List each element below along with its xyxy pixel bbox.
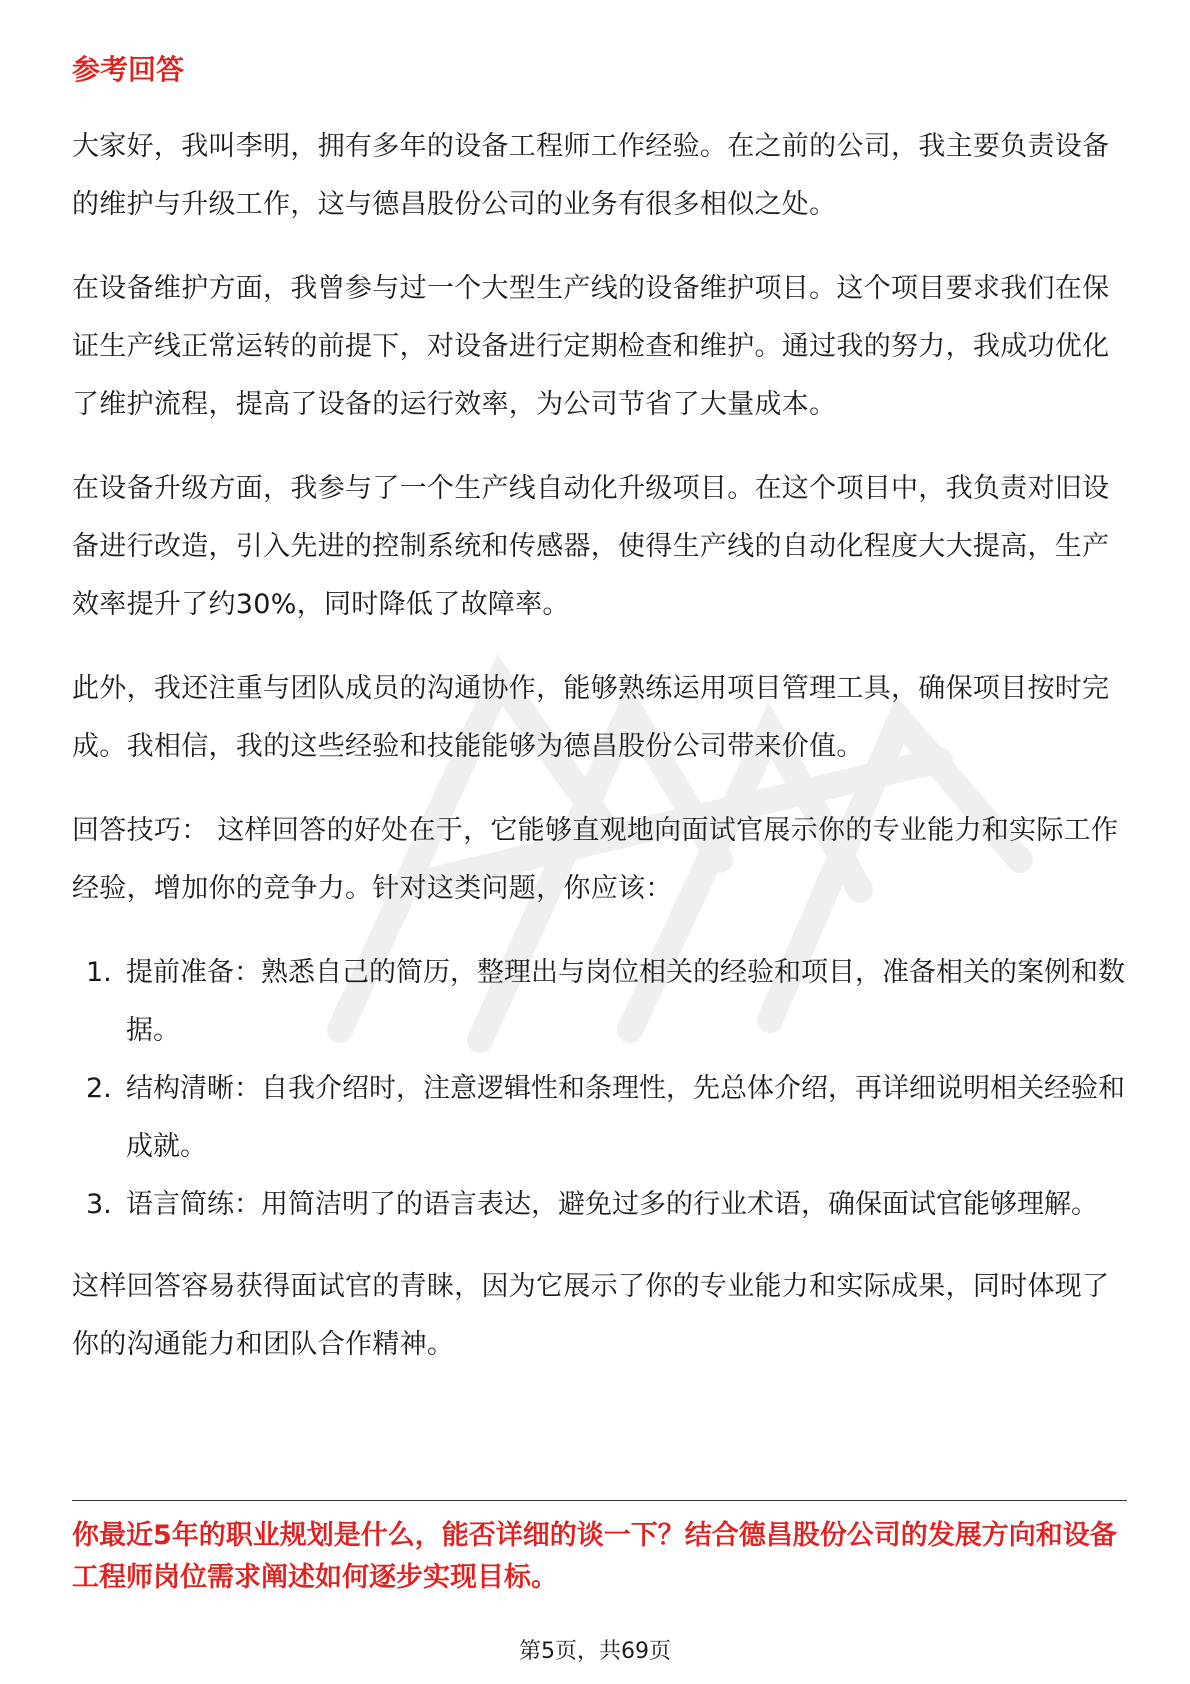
next-question-heading: 你最近5年的职业规划是什么，能否详细的谈一下？结合德昌股份公司的发展方向和设备工程师岗位需求阐述如何逐步实现目标。 xyxy=(72,1520,1117,1593)
list-item xyxy=(72,1176,1127,1234)
list-item-text: 提前准备：熟悉自己的简历，整理出与岗位相关的经验和项目，准备相关的案例和数据。 xyxy=(126,957,1125,1046)
page-number: 第5页，共69页 xyxy=(519,1639,671,1664)
paragraph-closing: 这样回答容易获得面试官的青睐，因为它展示了你的专业能力和实际成果，同时体现了你的沟通能力和团队合作精神。 xyxy=(72,1271,1110,1360)
tips-list xyxy=(72,944,1127,1234)
list-item-number: 2. xyxy=(86,1073,112,1104)
list-item-number: 1. xyxy=(86,957,112,988)
list-item-number: 3. xyxy=(86,1189,112,1220)
list-item-text: 结构清晰：自我介绍时，注意逻辑性和条理性，先总体介绍，再详细说明相关经验和成就。 xyxy=(126,1073,1125,1162)
list-item xyxy=(72,944,1127,1060)
section-title: 参考回答 xyxy=(72,53,185,86)
list-item xyxy=(72,1060,1127,1176)
paragraph-upgrade: 在设备升级方面，我参与了一个生产线自动化升级项目。在这个项目中，我负责对旧设备进行改造，引入先进的控制系统和传感器，使得生产线的自动化程度大大提高，生产效率提升了约30%，同时降低了故障率。 xyxy=(72,473,1110,620)
paragraph-intro: 大家好，我叫李明，拥有多年的设备工程师工作经验。在之前的公司，我主要负责设备的维护与升级工作，这与德昌股份公司的业务有很多相似之处。 xyxy=(72,131,1110,220)
section-divider xyxy=(72,1500,1127,1501)
paragraph-teamwork: 此外，我还注重与团队成员的沟通协作，能够熟练运用项目管理工具，确保项目按时完成。我相信，我的这些经验和技能能够为德昌股份公司带来价值。 xyxy=(72,673,1110,762)
list-item-text: 语言简练：用简洁明了的语言表达，避免过多的行业术语，确保面试官能够理解。 xyxy=(126,1189,1098,1220)
main-content xyxy=(72,50,1127,1400)
paragraph-maintenance: 在设备维护方面，我曾参与过一个大型生产线的设备维护项目。这个项目要求我们在保证生产线正常运转的前提下，对设备进行定期检查和维护。通过我的努力，我成功优化了维护流程，提高了设备的运行效率，为公司节省了大量成本。 xyxy=(72,273,1110,420)
paragraph-tips-intro: 回答技巧： 这样回答的好处在于，它能够直观地向面试官展示你的专业能力和实际工作经验，增加你的竞争力。针对这类问题，你应该： xyxy=(72,815,1119,904)
